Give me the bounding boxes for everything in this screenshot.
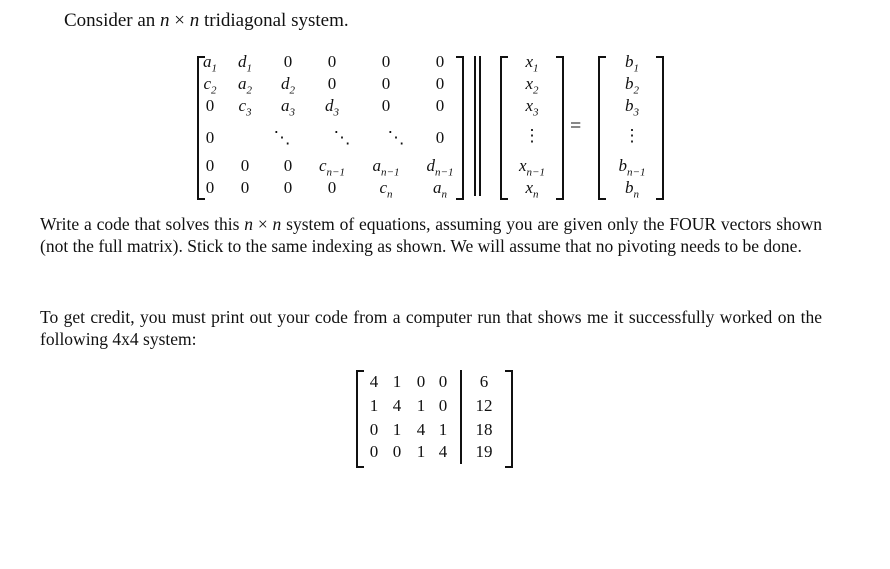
- system-entry: 1: [416, 396, 426, 415]
- matrix-entry: 0: [205, 156, 215, 175]
- x-entry: $x_{n-1}$: [519, 156, 545, 179]
- matrix-entry: $d_3$: [325, 96, 339, 119]
- b-left-bracket: [598, 56, 606, 200]
- matrix-entry: ⋱: [273, 128, 291, 147]
- matrix-entry: 0: [435, 96, 445, 115]
- matrix-entry: $a_{n-1}$: [372, 156, 400, 179]
- matrix-entry: 0: [327, 74, 337, 93]
- matrix-entry: $c_2$: [203, 74, 217, 97]
- x-left-bracket: [500, 56, 508, 200]
- system-entry: 12: [475, 396, 493, 415]
- equals-sign: =: [570, 115, 582, 137]
- matrix-entry: $d_2$: [281, 74, 295, 97]
- matrix-entry: 0: [435, 128, 445, 147]
- system-entry: 18: [475, 420, 493, 439]
- matrix-entry: $a_1$: [203, 52, 217, 75]
- matrix-entry: 0: [240, 156, 250, 175]
- matrix-entry: $a_3$: [281, 96, 295, 119]
- system-entry: 4: [369, 372, 379, 391]
- x-entry: $x_1$: [525, 52, 539, 75]
- x-entry: $x_3$: [525, 96, 539, 119]
- matrix-entry: ⋱: [333, 128, 351, 147]
- b-entry: $b_1$: [625, 52, 639, 75]
- b-entry: $b_2$: [625, 74, 639, 97]
- matrix-entry: 0: [327, 52, 337, 71]
- system-entry: 0: [392, 442, 402, 461]
- matrix-entry: 0: [381, 74, 391, 93]
- matrix-entry: $c_n$: [379, 178, 393, 201]
- system-entry: 1: [392, 420, 402, 439]
- system-entry: 0: [369, 442, 379, 461]
- b-entry: $b_{n-1}$: [618, 156, 646, 179]
- credit-paragraph: To get credit, you must print out your code from a computer run that shows me it successfully worked on the following 4x4 system:: [40, 307, 822, 349]
- intro-text: Consider an n × n tridiagonal system.: [64, 10, 349, 31]
- system-entry: 0: [369, 420, 379, 439]
- matrix-entry: 0: [205, 178, 215, 197]
- matrix-entry: 0: [283, 52, 293, 71]
- matrix-entry: 0: [205, 96, 215, 115]
- system-entry: 1: [438, 420, 448, 439]
- system-entry: 1: [416, 442, 426, 461]
- divider-line-1: [474, 56, 476, 196]
- system-entry: 0: [438, 396, 448, 415]
- system-left-bracket: [356, 370, 364, 468]
- matrix-entry: $a_n$: [433, 178, 447, 201]
- matrix-entry: ⋱: [387, 128, 405, 147]
- matrix-entry: 0: [381, 96, 391, 115]
- system-entry: 4: [392, 396, 402, 415]
- matrix-entry: 0: [435, 52, 445, 71]
- matrix-entry: 0: [240, 178, 250, 197]
- matrix-entry: $d_1$: [238, 52, 252, 75]
- system-entry: 0: [416, 372, 426, 391]
- matrix-entry: $a_2$: [238, 74, 252, 97]
- b-entry: $b_3$: [625, 96, 639, 119]
- x-entry: $x_n$: [525, 178, 539, 201]
- augment-divider: [460, 370, 462, 464]
- matrix-entry: $c_{n-1}$: [319, 156, 345, 179]
- matrix-right-bracket: [456, 56, 464, 200]
- divider-line-2: [479, 56, 481, 196]
- system-entry: 19: [475, 442, 493, 461]
- system-entry: 0: [438, 372, 448, 391]
- b-right-bracket: [656, 56, 664, 200]
- matrix-entry: $d_{n-1}$: [426, 156, 454, 179]
- matrix-left-bracket: [197, 56, 205, 200]
- x-right-bracket: [556, 56, 564, 200]
- matrix-entry: 0: [435, 74, 445, 93]
- system-entry: 1: [392, 372, 402, 391]
- system-entry: 1: [369, 396, 379, 415]
- x-entry: ⋮: [523, 126, 541, 145]
- matrix-entry: 0: [205, 128, 215, 147]
- system-entry: 4: [438, 442, 448, 461]
- system-right-bracket: [505, 370, 513, 468]
- b-entry: $b_n$: [625, 178, 639, 201]
- b-entry: ⋮: [623, 126, 641, 145]
- system-entry: 4: [416, 420, 426, 439]
- matrix-entry: $c_3$: [238, 96, 252, 119]
- matrix-entry: 0: [283, 156, 293, 175]
- instructions-paragraph: Write a code that solves this n × n system of equations, assuming you are given only the FOUR vectors shown (not the full matrix). Stick to the same indexing as shown. We will assume that no pivoting needs to be done.: [40, 214, 822, 256]
- x-entry: $x_2$: [525, 74, 539, 97]
- matrix-entry: 0: [283, 178, 293, 197]
- system-entry: 6: [479, 372, 489, 391]
- matrix-entry: 0: [381, 52, 391, 71]
- matrix-entry: 0: [327, 178, 337, 197]
